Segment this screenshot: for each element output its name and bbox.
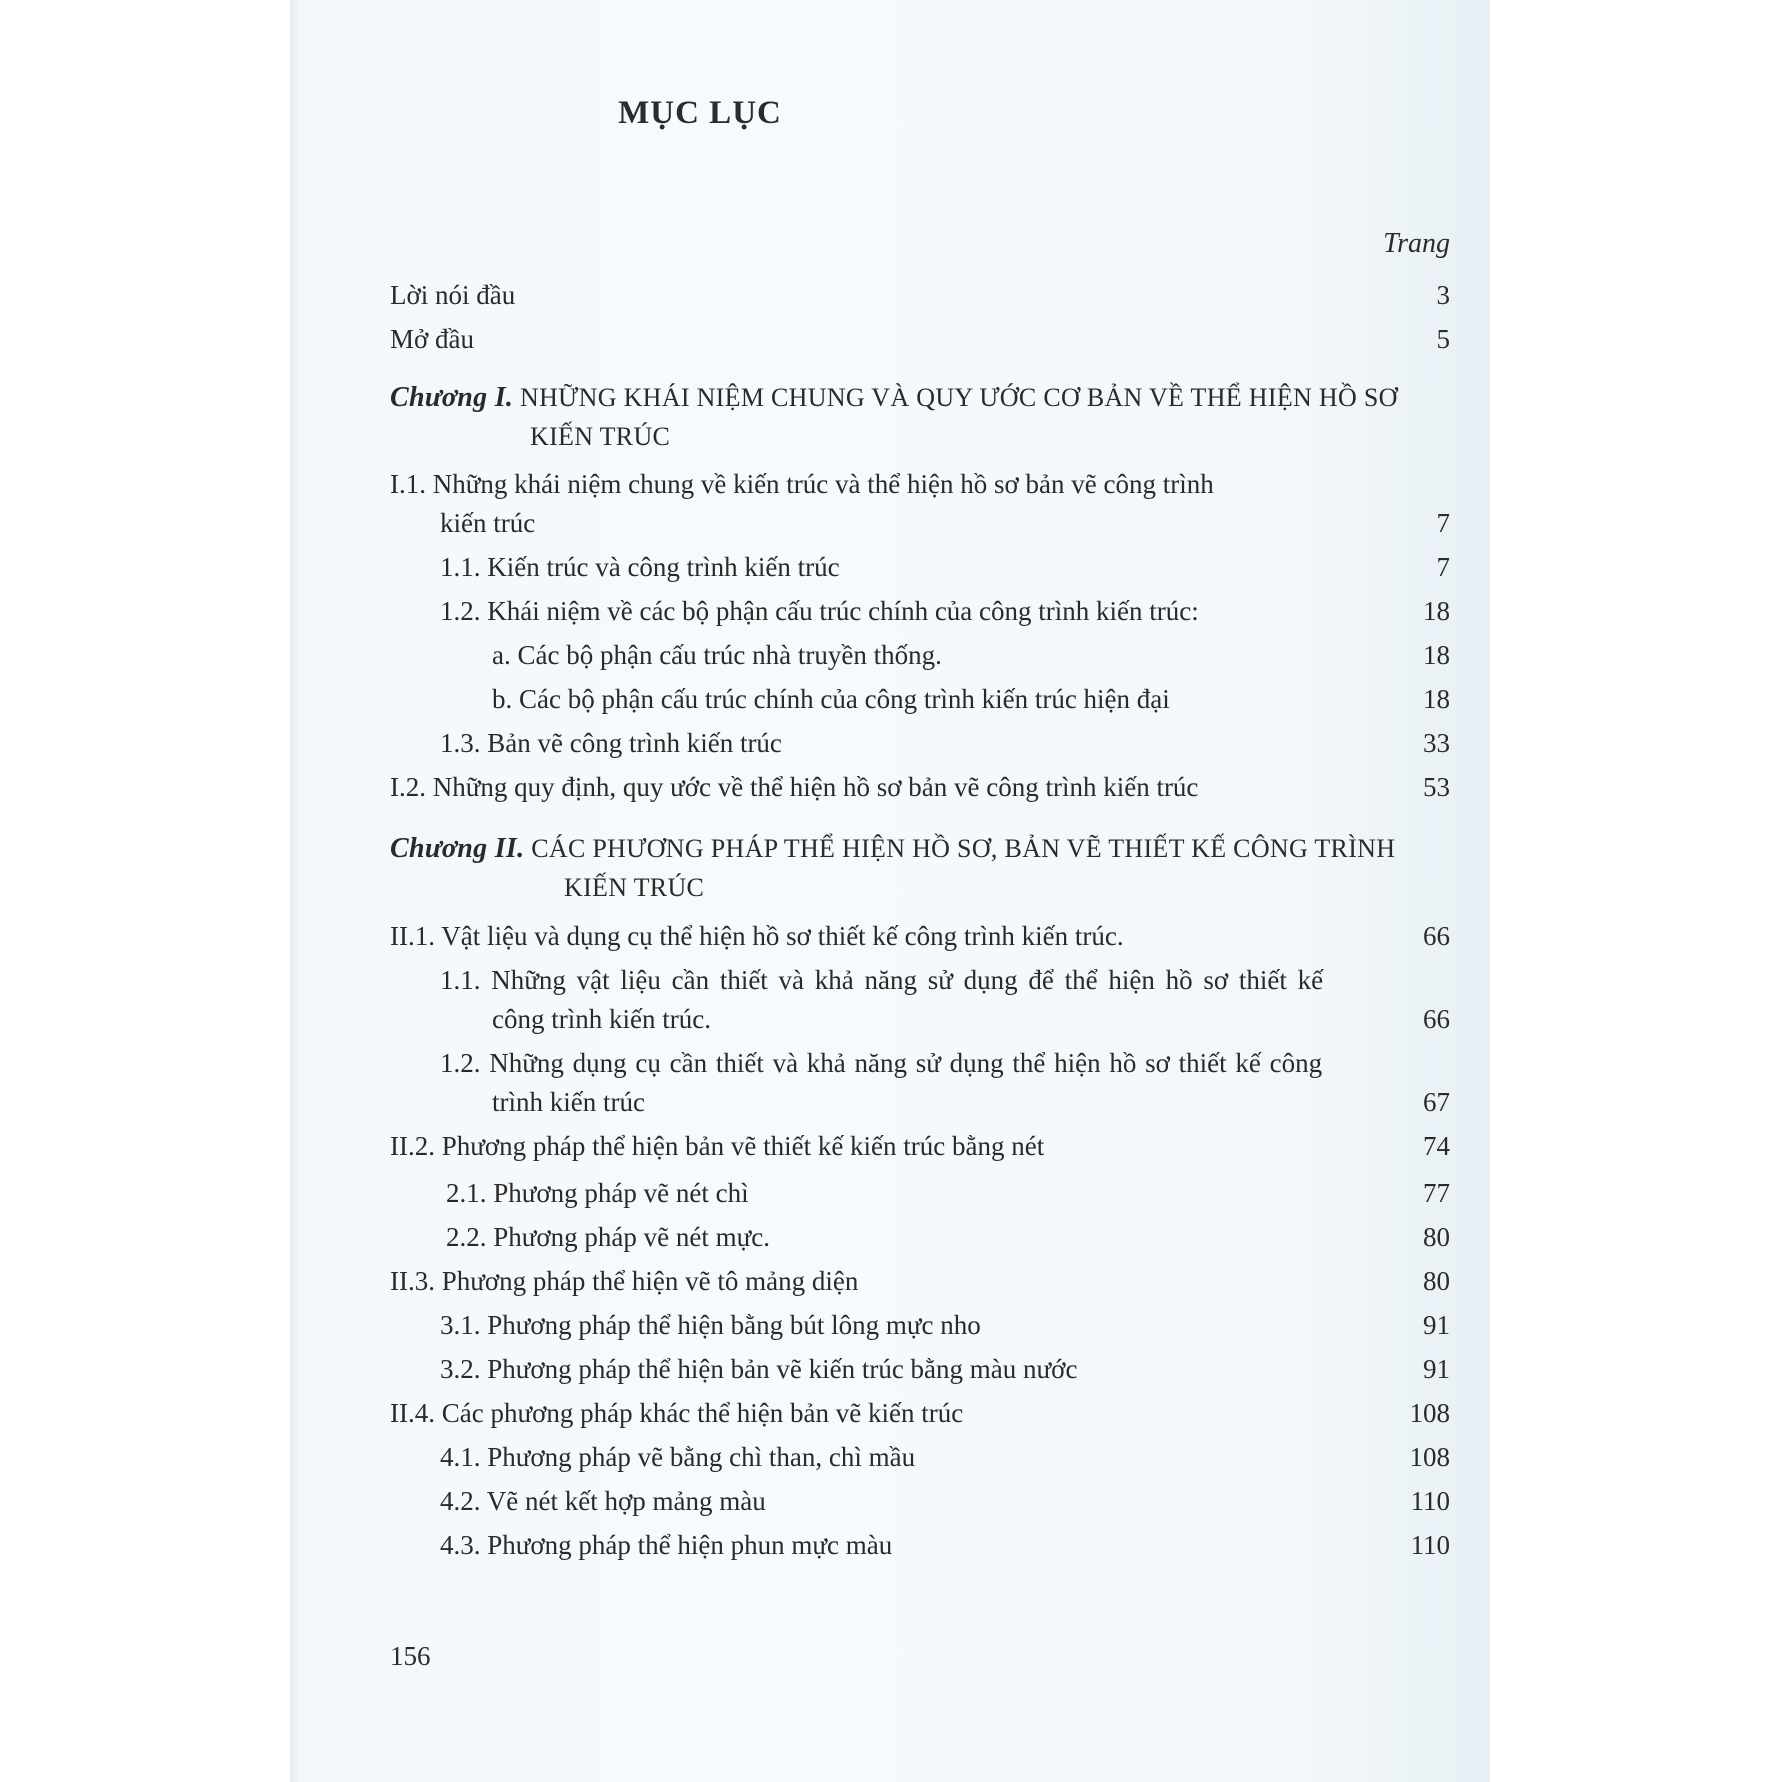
- toc-entry-page: 7: [1436, 552, 1450, 582]
- toc-entry-text: I.1. Những khái niệm chung về kiến trúc và thể hiện hồ sơ bản vẽ công trình: [390, 469, 1214, 499]
- toc-entry-page: 77: [1423, 1178, 1450, 1208]
- toc-entry-page: 108: [1409, 1398, 1450, 1428]
- toc-entry-text: 4.2. Vẽ nét kết hợp mảng màu: [440, 1486, 766, 1516]
- toc-entry-page: 80: [1423, 1266, 1450, 1296]
- toc-entry-text: a. Các bộ phận cấu trúc nhà truyền thống.: [492, 640, 942, 670]
- chapter-label: Chương I.: [390, 382, 514, 413]
- toc-entry-text: trình kiến trúc: [492, 1087, 645, 1117]
- toc-entry-page: 18: [1423, 640, 1450, 670]
- toc-entry-text: II.4. Các phương pháp khác thể hiện bản vẽ kiến trúc: [390, 1398, 964, 1428]
- toc-entry-page: 18: [1423, 684, 1450, 714]
- toc-entry-text: 4.1. Phương pháp vẽ bằng chì than, chì mầu: [440, 1442, 916, 1472]
- toc-entry-page: 66: [1423, 921, 1450, 951]
- toc-entry-text: 2.1. Phương pháp vẽ nét chì: [446, 1178, 749, 1208]
- chapter-title-line: CÁC PHƯƠNG PHÁP THỂ HIỆN HỒ SƠ, BẢN VẼ THIẾT KẾ CÔNG TRÌNH: [531, 834, 1396, 863]
- toc-entry-page: 110: [1410, 1530, 1450, 1560]
- chapter-title-line: NHỮNG KHÁI NIỆM CHUNG VÀ QUY ƯỚC CƠ BẢN VỀ THỂ HIỆN HỒ SƠ: [520, 383, 1398, 412]
- toc-entry-text: kiến trúc: [440, 508, 536, 538]
- page-number: 156: [390, 1641, 431, 1671]
- toc-entry-page: 80: [1423, 1222, 1450, 1252]
- toc-entry-text: 1.1. Những vật liệu cần thiết và khả năng sử dụng để thể hiện hồ sơ thiết kế: [440, 965, 1324, 995]
- toc-entry-text: 1.2. Những dụng cụ cần thiết và khả năng sử dụng thể hiện hồ sơ thiết kế công: [440, 1048, 1323, 1078]
- page-edge-shadow: [290, 0, 300, 1782]
- toc-entry-page: 33: [1423, 728, 1450, 758]
- toc-entry-text: II.1. Vật liệu và dụng cụ thể hiện hồ sơ thiết kế công trình kiến trúc.: [390, 921, 1124, 951]
- toc-entry-text: I.2. Những quy định, quy ước về thể hiện hồ sơ bản vẽ công trình kiến trúc: [390, 772, 1199, 802]
- toc-entry-text: II.3. Phương pháp thể hiện vẽ tô mảng diện: [390, 1266, 859, 1296]
- toc-entry-text: công trình kiến trúc.: [492, 1004, 711, 1034]
- toc-entry-page: 18: [1423, 596, 1450, 626]
- toc-entry-page: 7: [1436, 508, 1450, 538]
- toc-entry-page: 53: [1423, 772, 1450, 802]
- toc-entry-text: 2.2. Phương pháp vẽ nét mực.: [446, 1222, 770, 1252]
- toc-entry-page: 67: [1423, 1087, 1450, 1117]
- toc-entry-text: 3.2. Phương pháp thể hiện bản vẽ kiến trúc bằng màu nước: [440, 1354, 1078, 1384]
- page-title: MỤC LỤC: [618, 95, 782, 131]
- toc-entry-text: 1.1. Kiến trúc và công trình kiến trúc: [440, 552, 840, 582]
- toc-entry-text: 4.3. Phương pháp thể hiện phun mực màu: [440, 1530, 893, 1560]
- chapter-title-line: KIẾN TRÚC: [530, 422, 671, 451]
- toc-entry-text: 3.1. Phương pháp thể hiện bằng bút lông mực nho: [440, 1310, 981, 1340]
- toc-entry-page: 91: [1423, 1310, 1450, 1340]
- toc-entry-page: 110: [1410, 1486, 1450, 1516]
- toc-entry-page: 108: [1409, 1442, 1450, 1472]
- chapter-title-line: KIẾN TRÚC: [564, 873, 705, 902]
- toc-entry-page: 74: [1423, 1131, 1450, 1161]
- toc-entry-text: II.2. Phương pháp thể hiện bản vẽ thiết kế kiến trúc bằng nét: [390, 1131, 1045, 1161]
- toc-entry-page: 5: [1436, 324, 1450, 354]
- chapter-label: Chương II.: [390, 833, 525, 864]
- toc-entry-page: 66: [1423, 1004, 1450, 1034]
- toc-entry-text: 1.2. Khái niệm về các bộ phận cấu trúc chính của công trình kiến trúc:: [440, 596, 1199, 626]
- toc-entry-page: 3: [1436, 280, 1450, 310]
- toc-entry-text: b. Các bộ phận cấu trúc chính của công trình kiến trúc hiện đại: [492, 684, 1170, 714]
- toc-entry-text: Lời nói đầu: [390, 280, 516, 310]
- toc-entry-text: Mở đầu: [390, 324, 475, 354]
- page-column-label: Trang: [1383, 228, 1450, 259]
- toc-entry-page: 91: [1423, 1354, 1450, 1384]
- toc-entry-text: 1.3. Bản vẽ công trình kiến trúc: [440, 728, 782, 758]
